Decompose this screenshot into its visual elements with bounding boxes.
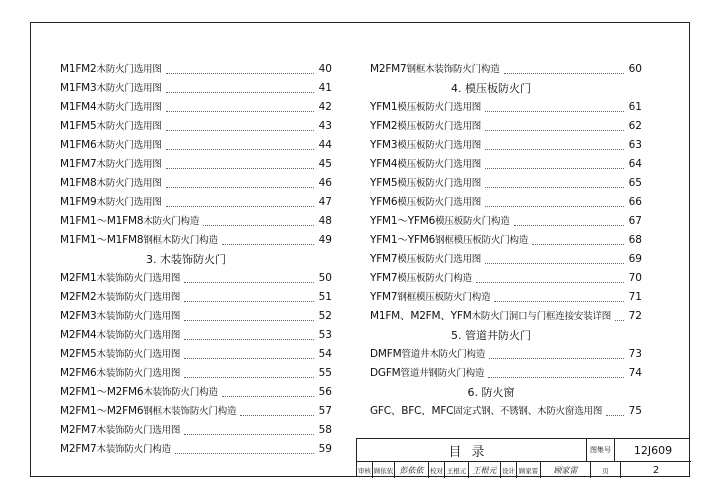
toc-entry [60,421,332,440]
toc-entry-title: 固定式钢、不锈钢、木防火窗选用图 [453,406,603,417]
title-block-label: 顾依依 [373,462,395,478]
toc-entry-code: DGFM [370,367,401,379]
toc-entry-title: 模压板防火门选用图 [397,178,482,189]
toc-entry-code: M1FM8 [60,177,97,189]
toc-entry-label [60,269,180,288]
leader-dots [615,320,624,321]
toc-entry-label [60,174,162,193]
toc-entry-title: 木装饰防火门选用图 [96,292,181,303]
toc-entry [370,250,642,269]
toc-entry-code: M2FM3 [60,310,97,322]
toc-entry-label [370,345,485,364]
leader-dots [488,377,624,378]
leader-dots [166,92,314,93]
section-heading: 5. 管道井防火门 [451,329,531,342]
toc-entry-page: 57 [318,405,332,417]
toc-entry-label [370,250,481,269]
toc-entry-label [370,307,611,326]
toc-entry-page: 70 [628,272,642,284]
toc-entry-label [370,212,510,231]
toc-entry-code: M2FM5 [60,348,97,360]
toc-entry-page: 41 [318,82,332,94]
toc-entry-title: 木装饰防火门选用图 [96,425,181,436]
toc-entry-title: 木防火门选用图 [96,121,162,132]
toc-entry-title: 钢框木防火门构造 [143,235,218,246]
toc-entry [370,174,642,193]
toc-entry-code: M1FM1～M1FM8 [60,215,144,227]
toc-entry-code: M2FM4 [60,329,97,341]
leader-dots [184,377,314,378]
toc-entry-label [60,345,180,364]
toc-entry [370,117,642,136]
toc-entry-page: 67 [628,215,642,227]
toc-entry [60,383,332,402]
leader-dots [485,206,624,207]
signature: 彭依依 [395,462,429,478]
title-block-label: 审核 [357,462,373,478]
toc-entry [60,98,332,117]
toc-entry-page: 46 [318,177,332,189]
title-block-label: 页 [591,462,621,478]
toc-entry-page: 53 [318,329,332,341]
toc-entry [60,364,332,383]
leader-dots [485,263,624,264]
toc-entry-label [370,288,490,307]
leader-dots [184,358,314,359]
toc-entry-page: 45 [318,158,332,170]
toc-entry-title: 模压板防火门选用图 [397,197,482,208]
toc-entry-label [60,231,218,250]
toc-entry-title: 模压板防火门构造 [435,216,510,227]
toc-entry-label [60,402,236,421]
toc-entry-label [60,212,199,231]
toc-entry-code: M1FM、M2FM、YFM [370,310,472,322]
toc-entry [370,155,642,174]
leader-dots [184,282,314,283]
toc-entry-title: 木防火门选用图 [96,64,162,75]
leader-dots [166,111,314,112]
toc-entry-label [60,79,162,98]
toc-entry [60,117,332,136]
title-block-label: 顾家雷 [517,462,541,478]
toc-entry-page: 42 [318,101,332,113]
toc-entry-page: 59 [318,443,332,455]
toc-entry-title: 模压板防火门选用图 [397,159,482,170]
leader-dots [485,187,624,188]
toc-entry-title: 木装饰防火门选用图 [96,273,181,284]
toc-entry [60,402,332,421]
toc-entry-code: M1FM7 [60,158,97,170]
leader-dots [166,187,314,188]
toc-entry-code: YFM2 [370,120,398,132]
toc-entry [60,288,332,307]
toc-column-left [60,60,332,459]
toc-entry-page: 56 [318,386,332,398]
toc-entry-label [370,60,500,79]
toc-entry-page: 54 [318,348,332,360]
leader-dots [476,282,624,283]
toc-entry-page: 52 [318,310,332,322]
toc-entry-title: 木防火门选用图 [96,140,162,151]
toc-entry-code: YFM1～YFM6 [370,234,436,246]
toc-entry-page: 69 [628,253,642,265]
leader-dots [504,73,624,74]
toc-entry [370,345,642,364]
leader-dots [222,396,314,397]
toc-entry-label [60,60,162,79]
leader-dots [184,434,314,435]
toc-entry-title: 木防火门选用图 [96,102,162,113]
toc-entry [370,307,642,326]
toc-entry [60,440,332,459]
toc-entry [370,402,642,421]
signature: 王根元 [469,462,501,478]
toc-entry-label [60,98,162,117]
toc-entry-title: 木装饰防火门选用图 [96,311,181,322]
toc-entry-code: M1FM1～M1FM8 [60,234,144,246]
toc-entry-code: YFM3 [370,139,398,151]
leader-dots [184,339,314,340]
title-block-label: 校对 [429,462,445,478]
toc-entry-page: 64 [628,158,642,170]
toc-entry-title: 木防火门选用图 [96,178,162,189]
toc-entry-page: 51 [318,291,332,303]
leader-dots [203,225,314,226]
toc-entry-title: 模压板防火门选用图 [397,121,482,132]
toc-entry [370,98,642,117]
toc-entry-title: 模压板防火门选用图 [397,102,482,113]
toc-entry-title: 木装饰防火门选用图 [96,349,181,360]
leader-dots [166,206,314,207]
toc-entry-code: M2FM1～M2FM6 [60,405,144,417]
toc-entry-code: YFM5 [370,177,398,189]
toc-entry-label [370,136,481,155]
toc-entry [370,193,642,212]
toc-entry-page: 40 [318,63,332,75]
toc-entry-label [370,231,528,250]
toc-entry [60,60,332,79]
leader-dots [184,301,314,302]
toc-entry-code: M2FM1 [60,272,97,284]
leader-dots [606,415,624,416]
toc-entry-code: M1FM3 [60,82,97,94]
toc-entry-code: M2FM1～M2FM6 [60,386,144,398]
toc-entry-label [370,364,484,383]
toc-entry-label [60,421,180,440]
toc-entry-page: 65 [628,177,642,189]
toc-entry-page: 43 [318,120,332,132]
toc-entry [60,269,332,288]
toc-entry-page: 66 [628,196,642,208]
toc-entry-code: M2FM7 [60,443,97,455]
toc-entry-title: 木装饰防火门构造 [143,387,218,398]
toc-entry-title: 木防火门选用图 [96,83,162,94]
section-heading: 3. 木装饰防火门 [146,253,226,266]
toc-entry-page: 48 [318,215,332,227]
toc-entry-label [60,364,180,383]
toc-entry [370,60,642,79]
leader-dots [166,168,314,169]
toc-entry-title: 木防火门构造 [143,216,200,227]
toc-entry-code: M1FM2 [60,63,97,75]
toc-entry [60,345,332,364]
leader-dots [222,244,314,245]
toc-entry-label [60,155,162,174]
toc-entry-title: 木防火门选用图 [96,159,162,170]
toc-entry-page: 68 [628,234,642,246]
title-block-signature-row [357,462,691,478]
toc-entry [60,193,332,212]
toc-entry-page: 74 [628,367,642,379]
toc-entry-code: YFM6 [370,196,398,208]
toc-entry-page: 50 [318,272,332,284]
toc-entry-title: 钢框模压板防火门构造 [435,235,529,246]
leader-dots [532,244,624,245]
toc-entry-code: YFM7 [370,272,398,284]
toc-entry-code: YFM1～YFM6 [370,215,436,227]
leader-dots [184,320,314,321]
toc-entry-page: 49 [318,234,332,246]
toc-entry-code: YFM7 [370,253,398,265]
toc-column-right [370,60,642,421]
leader-dots [485,149,624,150]
toc-entry-title: 钢框木装饰防火门构造 [406,64,500,75]
signature: 顾家雷 [541,462,591,478]
toc-entry-title: 木防火门洞口与门框连接安装详图 [471,311,612,322]
leader-dots [240,415,314,416]
toc-entry-title: 木装饰防火门选用图 [96,330,181,341]
toc-entry-label [370,155,481,174]
toc-entry-code: M1FM5 [60,120,97,132]
toc-entry-title: 管道井木防火门构造 [401,349,486,360]
toc-entry-label [370,402,602,421]
leader-dots [485,111,624,112]
toc-entry-code: DMFM [370,348,402,360]
leader-dots [166,149,314,150]
page-number: 2 [652,464,660,476]
toc-entry-code: M2FM2 [60,291,97,303]
toc-entry-title: 木装饰防火门构造 [96,444,171,455]
title-block-label: 王根元 [445,462,469,478]
leader-dots [494,301,624,302]
toc-entry-code: YFM7 [370,291,398,303]
toc-entry-title: 模压板防火门选用图 [397,140,482,151]
toc-entry-label [370,117,481,136]
toc-entry [60,326,332,345]
section-heading: 6. 防火窗 [467,386,515,399]
toc-entry-label [370,98,481,117]
toc-entry-code: YFM1 [370,101,398,113]
toc-entry-label [60,117,162,136]
toc-entry-label [370,269,472,288]
toc-entry-page: 71 [628,291,642,303]
toc-entry-label [60,383,218,402]
title-block-title: 目录 [357,439,587,462]
toc-entry-page: 60 [628,63,642,75]
toc-entry-title: 管道井钢防火门构造 [400,368,485,379]
toc-entry-label [370,193,481,212]
atlas-number-label: 图集号 [587,439,615,462]
toc-entry-page: 55 [318,367,332,379]
section-heading: 4. 模压板防火门 [451,82,531,95]
toc-entry [60,174,332,193]
toc-entry-page: 61 [628,101,642,113]
leader-dots [166,130,314,131]
toc-entry-label [60,440,171,459]
toc-entry [370,288,642,307]
toc-entry [60,231,332,250]
toc-entry-title: 模压板防火门构造 [397,273,472,284]
toc-entry-label [60,307,180,326]
leader-dots [514,225,625,226]
toc-entry-code: YFM4 [370,158,398,170]
toc-entry [370,136,642,155]
toc-entry-code: M2FM6 [60,367,97,379]
toc-entry-label [60,326,180,345]
toc-entry-page: 44 [318,139,332,151]
toc-entry-code: M1FM4 [60,101,97,113]
toc-entry-code: GFC、BFC、MFC [370,405,454,417]
toc-entry-title: 钢框模压板防火门构造 [397,292,491,303]
toc-entry-label [60,193,162,212]
toc-entry [60,79,332,98]
toc-entry [370,212,642,231]
title-block-label: 设计 [501,462,517,478]
leader-dots [166,73,314,74]
toc-entry-code: M2FM7 [370,63,407,75]
toc-entry [60,212,332,231]
toc-entry-title: 钢框木装饰防火门构造 [143,406,237,417]
toc-entry-page: 47 [318,196,332,208]
title-block [356,438,690,477]
toc-entry-code: M2FM7 [60,424,97,436]
toc-entry-label [370,174,481,193]
toc-entry [60,155,332,174]
leader-dots [175,453,314,454]
toc-entry-page: 73 [628,348,642,360]
toc-entry-page: 72 [628,310,642,322]
toc-entry-label [60,136,162,155]
toc-entry-page: 75 [628,405,642,417]
toc-entry [370,231,642,250]
toc-entry-page: 58 [318,424,332,436]
toc-entry-title: 模压板防火门选用图 [397,254,482,265]
toc-entry [60,307,332,326]
toc-entry [60,136,332,155]
atlas-number: 12J609 [615,439,691,462]
toc-entry-code: M1FM6 [60,139,97,151]
toc-entry-title: 木防火门选用图 [96,197,162,208]
toc-entry-title: 木装饰防火门选用图 [96,368,181,379]
toc-entry [370,364,642,383]
toc-entry [370,269,642,288]
toc-entry-page: 63 [628,139,642,151]
toc-entry-label [60,288,180,307]
leader-dots [485,130,624,131]
leader-dots [485,168,624,169]
leader-dots [489,358,624,359]
toc-entry-code: M1FM9 [60,196,97,208]
toc-entry-page: 62 [628,120,642,132]
